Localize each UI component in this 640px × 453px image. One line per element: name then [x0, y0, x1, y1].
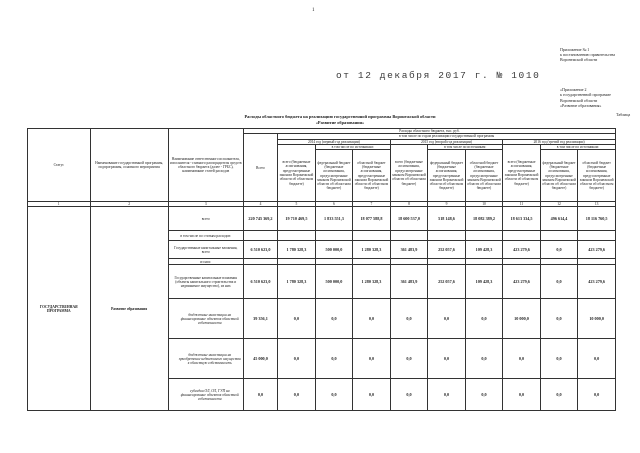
row-label: всего	[168, 207, 243, 231]
sub-appendix-line: Воронежской области	[560, 97, 598, 103]
header-by-source: в том числе по источникам:	[540, 144, 615, 149]
cell-value: 0,0	[390, 299, 428, 339]
cell-value: 252 057,6	[428, 265, 466, 299]
row-label: в том числе по статьям расходов:	[168, 231, 243, 241]
cell-value: 0,0	[540, 379, 578, 411]
row-label: бюджетные инвестиции на приобретение недвижимого имущества в областную собственность	[168, 339, 243, 379]
cell-value: 0,0	[278, 339, 316, 379]
cell-value: 109 428,3	[465, 265, 503, 299]
cell-value	[278, 231, 316, 241]
column-number: 12	[540, 202, 578, 207]
header-by-years: в том числе по годам реализации государственной программы	[278, 134, 616, 139]
cell-total: 6 510 623,0	[243, 241, 277, 259]
decree-stamp: от 12 декабря 2017 г. № 1010	[336, 70, 541, 81]
cell-value: 1 833 551,3	[315, 207, 353, 231]
header-regional: областной бюджет (бюджетные ассигнования, предусмотренные законом Воронежской области об областном бюджете)	[578, 150, 616, 202]
cell-value: 0,0	[353, 379, 391, 411]
cell-total	[243, 231, 277, 241]
column-number: 8	[390, 202, 428, 207]
column-number: 11	[503, 202, 541, 207]
header-total: Всего	[243, 134, 277, 202]
appendix-line: Приложение № 1	[560, 47, 590, 52]
cell-value: 0,0	[353, 299, 391, 339]
sub-appendix-block	[560, 87, 640, 109]
cell-total: 220 745 369,2	[243, 207, 277, 231]
header-year2: 2015 год (второй год реализации)	[390, 139, 503, 144]
cell-value: 0,0	[578, 379, 616, 411]
title-line: Расходы областного бюджета на реализацию государственной программы Воронежской области	[244, 114, 436, 119]
header-all-sources: всего (бюджетные ассигнования, предусмотренные законом Воронежской области об областном бюджете)	[278, 144, 316, 201]
expenses-table	[27, 128, 616, 411]
cell-total: 45 000,0	[243, 339, 277, 379]
header-program-name: Наименование государственной программы, подпрограммы, основного мероприятия	[90, 129, 168, 202]
row-label: из них:	[168, 259, 243, 265]
cell-value	[353, 231, 391, 241]
cell-value: 0,0	[465, 299, 503, 339]
cell-total: 0,0	[243, 379, 277, 411]
cell-value: 0,0	[390, 379, 428, 411]
header-regional: областной бюджет (бюджетные ассигнования, предусмотренные законом Воронежской области об областном бюджете)	[353, 150, 391, 202]
header-by-source: в том числе по источникам:	[428, 144, 503, 149]
header-expenses: Расходы областного бюджета, тыс. руб.	[243, 129, 615, 134]
cell-value: 0,0	[353, 339, 391, 379]
cell-value: 0,0	[428, 339, 466, 379]
cell-value: 0,0	[390, 339, 428, 379]
cell-value: 1 280 328,3	[353, 241, 391, 259]
cell-value: 0,0	[503, 339, 541, 379]
header-federal: федеральный бюджет (бюджетные ассигнования, предусмотренные законом Воронежской области об областном бюджете)	[540, 150, 578, 202]
cell-value: 361 483,9	[390, 265, 428, 299]
cell-value: 0,0	[503, 379, 541, 411]
header-status: Статус	[28, 129, 91, 202]
cell-value: 10 000,0	[503, 299, 541, 339]
program-status: ГОСУДАРСТВЕННАЯ ПРОГРАММА	[28, 207, 91, 411]
cell-value: 10 000,0	[578, 299, 616, 339]
header-year3: 2016 год (третий год реализации)	[503, 139, 616, 144]
column-number: 1	[28, 202, 91, 207]
cell-value: 518 148,6	[428, 207, 466, 231]
column-number: 10	[465, 202, 503, 207]
cell-value: 423 279,6	[578, 265, 616, 299]
cell-value: 18 082 389,2	[465, 207, 503, 231]
cell-value: 18 613 334,5	[503, 207, 541, 231]
cell-value	[315, 231, 353, 241]
column-number: 4	[243, 202, 277, 207]
table-row	[28, 207, 616, 231]
cell-value: 0,0	[540, 265, 578, 299]
sub-appendix-line: к государственной программе	[560, 92, 611, 98]
cell-value: 0,0	[540, 339, 578, 379]
column-number: 9	[428, 202, 466, 207]
cell-value: 423 279,6	[503, 241, 541, 259]
column-number: 6	[315, 202, 353, 207]
cell-value	[503, 231, 541, 241]
header-by-source: в том числе по источникам:	[315, 144, 390, 149]
cell-total: 39 356,1	[243, 299, 277, 339]
sub-appendix-line: «Приложение 2	[560, 87, 587, 92]
cell-value: 0,0	[465, 339, 503, 379]
cell-value: 0,0	[315, 299, 353, 339]
cell-value: 1 780 328,3	[278, 241, 316, 259]
cell-value: 18 077 588,8	[353, 207, 391, 231]
appendix-line: к постановлению правительства	[560, 52, 615, 58]
cell-value: 361 483,9	[390, 241, 428, 259]
cell-value: 0,0	[278, 299, 316, 339]
header-year1: 2014 год (первый год реализации)	[278, 139, 391, 144]
appendix-line: Воронежской области	[560, 57, 598, 63]
row-label: субсидии ОЛ, ОЛ, ГУП на финансирование объектов областной собственности	[168, 379, 243, 411]
cell-value: 0,0	[540, 241, 578, 259]
cell-value	[540, 231, 578, 241]
program-name: Развитие образования	[90, 207, 168, 411]
cell-value: 19 710 469,5	[278, 207, 316, 231]
document-title	[120, 114, 560, 126]
table-label: Таблица	[616, 112, 631, 117]
cell-value	[390, 231, 428, 241]
cell-value: 18 600 537,0	[390, 207, 428, 231]
cell-value: 0,0	[578, 339, 616, 379]
row-label: Государственные капитальные вложения (объекты капитального строительства и недвижимое имущество), из них	[168, 265, 243, 299]
cell-value: 0,0	[540, 299, 578, 339]
row-label: Государственные капитальные вложения, всего	[168, 241, 243, 259]
cell-value: 0,0	[465, 379, 503, 411]
header-federal: федеральный бюджет (бюджетные ассигнования, предусмотренные законом Воронежской области об областном бюджете)	[315, 150, 353, 202]
column-number: 13	[578, 202, 616, 207]
cell-value: 1 780 328,3	[278, 265, 316, 299]
cell-value: 496 614,4	[540, 207, 578, 231]
cell-value: 1 280 328,3	[353, 265, 391, 299]
cell-value: 423 279,6	[503, 265, 541, 299]
cell-value: 0,0	[315, 339, 353, 379]
cell-total: 6 510 623,0	[243, 265, 277, 299]
cell-value: 500 000,0	[315, 241, 353, 259]
cell-value: 18 116 760,5	[578, 207, 616, 231]
header-regional: областной бюджет (бюджетные ассигнования, предусмотренные законом Воронежской области об областном бюджете)	[465, 150, 503, 202]
header-executor: Наименование ответственного исполнителя, исполнителя - главного распорядителя средств областного бюджета (далее - ГРБС), наименование статей расходов	[168, 129, 243, 202]
column-number: 3	[168, 202, 243, 207]
cell-value: 252 057,6	[428, 241, 466, 259]
column-number: 5	[278, 202, 316, 207]
cell-value	[428, 231, 466, 241]
column-number: 7	[353, 202, 391, 207]
sub-appendix-line: «Развитие образования»	[560, 103, 602, 109]
row-label: бюджетные инвестиции на финансирование объектов областной собственности	[168, 299, 243, 339]
cell-value	[465, 231, 503, 241]
cell-value: 0,0	[428, 299, 466, 339]
cell-value: 109 428,3	[465, 241, 503, 259]
title-line: «Развитие образования»	[315, 120, 365, 125]
appendix-block	[560, 47, 640, 63]
page-number: 1	[312, 8, 315, 13]
cell-value: 0,0	[278, 379, 316, 411]
cell-value: 500 000,0	[315, 265, 353, 299]
header-federal: федеральный бюджет (бюджетные ассигнования, предусмотренные законом Воронежской области об областном бюджете)	[428, 150, 466, 202]
header-all-sources: всего (бюджетные ассигнования, предусмотренные законом Воронежской области об областном бюджете)	[503, 144, 541, 201]
header-all-sources: всего (бюджетные ассигнования, предусмотренные законом Воронежской области об областном бюджете)	[390, 144, 428, 201]
cell-value: 423 279,6	[578, 241, 616, 259]
column-number: 2	[90, 202, 168, 207]
cell-value: 0,0	[428, 379, 466, 411]
cell-value: 0,0	[315, 379, 353, 411]
cell-value	[578, 231, 616, 241]
